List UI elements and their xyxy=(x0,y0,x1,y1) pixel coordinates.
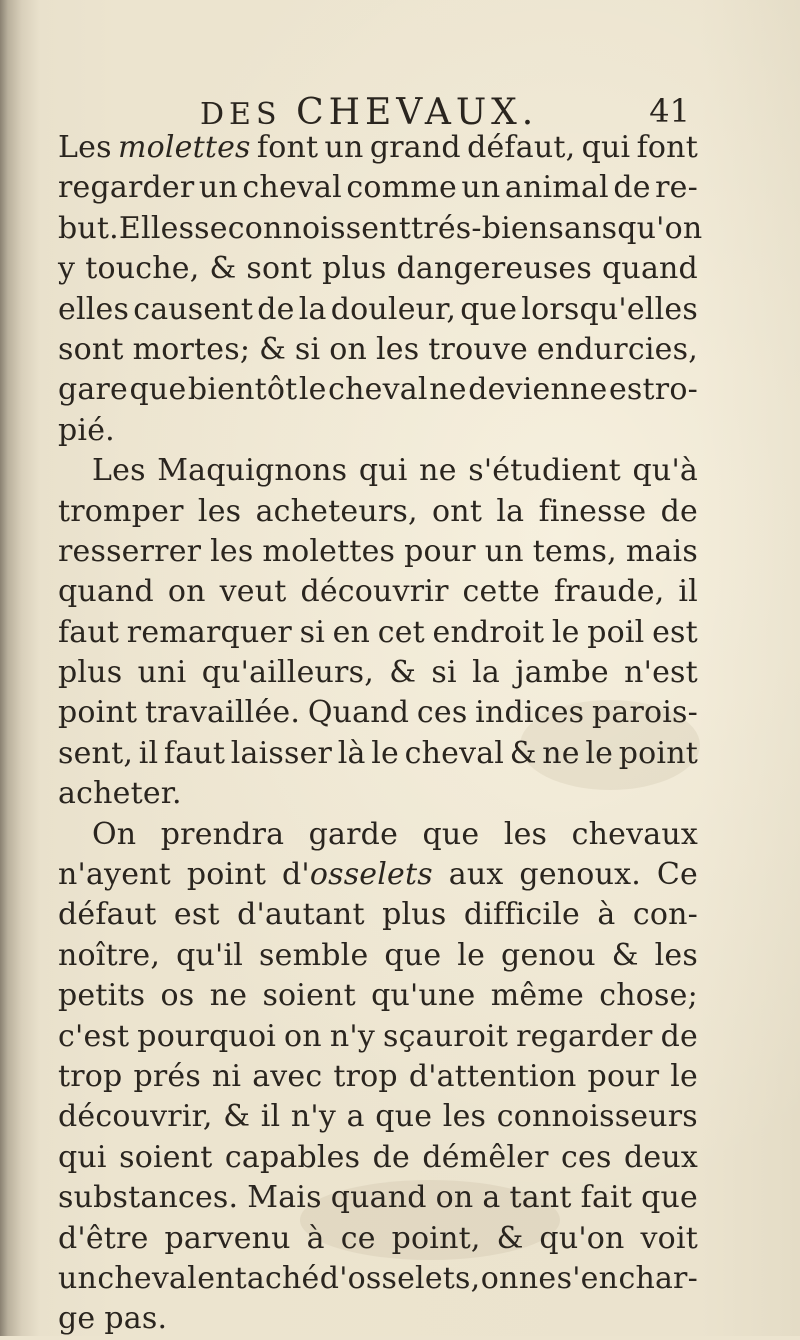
word: se xyxy=(194,210,228,246)
word: le xyxy=(457,937,486,973)
word: ces xyxy=(416,695,468,731)
word: ni xyxy=(211,1058,242,1094)
word: défaut, xyxy=(467,130,576,165)
word: acheter. xyxy=(58,776,182,812)
word: mortes; xyxy=(132,331,251,367)
word: s'étudient xyxy=(468,453,621,489)
word: causent xyxy=(133,291,254,327)
word: indices xyxy=(475,695,585,731)
word: a xyxy=(482,1180,501,1216)
word: même xyxy=(490,978,584,1014)
word: Maquignons xyxy=(157,453,348,489)
running-head-main: CHEVAUX. xyxy=(296,92,539,133)
word: point xyxy=(58,695,138,731)
text-line xyxy=(58,895,698,935)
word: la xyxy=(496,493,525,529)
word: regarder xyxy=(516,1018,653,1054)
text-line xyxy=(58,653,698,693)
word: sont xyxy=(58,331,124,367)
word: sent, xyxy=(58,735,134,771)
word: genoux. xyxy=(519,857,641,893)
word: découvrir xyxy=(300,574,449,610)
text-line xyxy=(58,1178,698,1218)
word: à xyxy=(306,1220,325,1256)
word: regarder xyxy=(58,170,195,206)
word: qu'une xyxy=(371,978,476,1014)
word: il xyxy=(138,735,159,771)
word: ge xyxy=(58,1301,96,1337)
word: pas. xyxy=(104,1301,168,1337)
word: & xyxy=(389,655,417,691)
word: que xyxy=(375,1099,433,1135)
word: point xyxy=(186,857,267,893)
text-line xyxy=(58,693,698,733)
word: finesse xyxy=(538,493,647,529)
word: qu'à xyxy=(632,453,698,489)
word: point xyxy=(618,735,698,771)
word: d'attention xyxy=(408,1058,577,1094)
word: les xyxy=(654,937,698,973)
word: qu'ailleurs, xyxy=(201,655,374,691)
word: un xyxy=(324,130,364,165)
word: un xyxy=(58,1260,98,1296)
word: de xyxy=(257,291,295,327)
text-line xyxy=(58,330,698,370)
word: qu'on xyxy=(539,1220,625,1256)
word: char- xyxy=(618,1260,698,1296)
word: ne xyxy=(419,453,457,489)
body-text xyxy=(58,128,703,1340)
word: le xyxy=(585,735,614,771)
text-line xyxy=(58,451,698,491)
word: Elles xyxy=(118,210,195,246)
text-line xyxy=(58,1299,698,1339)
word: qui xyxy=(58,1139,107,1175)
word: tant xyxy=(509,1180,572,1216)
word: douleur, xyxy=(330,291,457,327)
word: n'y xyxy=(329,1018,375,1054)
word: font xyxy=(256,130,319,165)
word: a xyxy=(346,1099,365,1135)
text-line xyxy=(58,1219,698,1259)
word: le xyxy=(551,614,580,650)
text-line xyxy=(58,1097,698,1137)
word: touche, xyxy=(85,251,200,287)
word: poil xyxy=(587,614,645,650)
word: ces xyxy=(561,1139,612,1175)
word: trop xyxy=(58,1058,123,1094)
word: connoisseurs xyxy=(496,1099,698,1135)
word: remarquer xyxy=(126,614,292,650)
word: con- xyxy=(632,897,698,933)
word: les xyxy=(210,533,254,569)
word: laisser xyxy=(230,735,333,771)
word: cheval xyxy=(242,170,342,206)
word: un xyxy=(484,533,524,569)
word: découvrir, xyxy=(58,1099,213,1135)
word: estro- xyxy=(608,372,698,408)
word: Les xyxy=(58,130,112,165)
word: grand xyxy=(369,130,461,165)
word: ont xyxy=(432,493,483,529)
word: pié. xyxy=(58,412,115,448)
word: ce xyxy=(340,1220,376,1256)
text-line xyxy=(58,976,698,1016)
word: qui xyxy=(581,130,631,165)
word: les xyxy=(375,331,420,367)
word: démêler xyxy=(422,1139,549,1175)
word: on xyxy=(284,1018,322,1054)
text-line xyxy=(58,855,698,895)
word: chose; xyxy=(599,978,698,1014)
word: n'y xyxy=(290,1099,337,1135)
word: il xyxy=(678,574,698,610)
word: capables xyxy=(224,1139,361,1175)
word: uni xyxy=(137,655,187,691)
word: entaché xyxy=(197,1260,320,1296)
word: que xyxy=(641,1180,698,1216)
word: trés-bien xyxy=(411,210,549,246)
word: là xyxy=(337,735,366,771)
word: cheval xyxy=(404,735,505,771)
word: veut xyxy=(219,574,287,610)
word: lorsqu'elles xyxy=(521,291,698,327)
word: les xyxy=(442,1099,487,1135)
word: garde xyxy=(308,816,399,852)
word: quand xyxy=(602,251,698,287)
word: d'autant xyxy=(237,897,365,933)
word: ne xyxy=(518,1260,557,1296)
word: le xyxy=(298,372,327,408)
word: font xyxy=(636,130,698,165)
word: soient xyxy=(262,978,356,1014)
word: ne xyxy=(429,372,467,408)
text-line xyxy=(58,734,698,774)
text-line xyxy=(58,370,698,410)
text-line xyxy=(58,936,698,976)
text-line xyxy=(58,1057,698,1097)
word: Quand xyxy=(307,695,410,731)
word: Mais xyxy=(247,1180,322,1216)
word: Les xyxy=(92,453,146,489)
word: trouve xyxy=(428,331,528,367)
word: & xyxy=(496,1220,524,1256)
text-line xyxy=(58,1259,698,1299)
word: de xyxy=(372,1139,410,1175)
word: cet xyxy=(377,614,425,650)
word: d'osselets xyxy=(282,857,433,893)
word: le xyxy=(371,735,399,771)
word: & xyxy=(509,735,537,771)
word: ne xyxy=(542,735,580,771)
running-head xyxy=(200,92,538,133)
word: de xyxy=(660,1018,698,1054)
word: un xyxy=(198,170,238,206)
word: & xyxy=(209,251,237,287)
word: il xyxy=(260,1099,281,1135)
text-line xyxy=(58,411,698,451)
word: faut xyxy=(163,735,226,771)
text-line xyxy=(58,774,698,814)
word: que xyxy=(129,372,187,408)
word: substances. xyxy=(58,1180,239,1216)
word: que xyxy=(460,291,518,327)
word: bientôt xyxy=(187,372,298,408)
word: difficile xyxy=(463,897,580,933)
word: qu'il xyxy=(176,937,244,973)
word: cheval xyxy=(328,372,428,408)
word: & xyxy=(223,1099,251,1135)
word: de xyxy=(660,493,698,529)
word: noître, xyxy=(58,937,161,973)
word: que xyxy=(384,937,442,973)
word: qu'on xyxy=(617,210,703,246)
text-line xyxy=(58,209,703,249)
word: resserrer xyxy=(58,533,202,569)
text-line xyxy=(58,815,698,855)
word: prendra xyxy=(160,816,285,852)
word: sçauroit xyxy=(383,1018,509,1054)
text-line xyxy=(58,492,698,532)
word: connoissent xyxy=(227,210,412,246)
text-line xyxy=(58,128,698,168)
word: devienne xyxy=(468,372,608,408)
word: à xyxy=(597,897,616,933)
word: travaillée. xyxy=(144,695,301,731)
word: soient xyxy=(119,1139,213,1175)
text-line xyxy=(58,613,698,653)
word: animal xyxy=(504,170,609,206)
word: genou xyxy=(501,937,596,973)
word: deux xyxy=(623,1139,698,1175)
word: pour xyxy=(587,1058,660,1094)
word: plus xyxy=(58,655,123,691)
word: cette xyxy=(462,574,540,610)
word: la xyxy=(472,655,500,691)
word: trop xyxy=(333,1058,398,1094)
word: d'osselets, xyxy=(319,1260,481,1296)
word: comme xyxy=(346,170,457,206)
word: os xyxy=(160,978,195,1014)
text-line xyxy=(58,249,698,289)
word: avec xyxy=(252,1058,323,1094)
word: semble xyxy=(259,937,369,973)
word: elles xyxy=(58,291,130,327)
word: on xyxy=(435,1180,474,1216)
word: re- xyxy=(655,170,698,206)
text-line xyxy=(58,1017,698,1057)
text-line xyxy=(58,290,698,330)
word: plus xyxy=(322,251,387,287)
word: fraude, xyxy=(553,574,665,610)
word: prés xyxy=(133,1058,201,1094)
word: & xyxy=(611,937,639,973)
word: & xyxy=(259,331,286,367)
running-head-prefix: DES xyxy=(200,97,282,132)
word: on xyxy=(329,331,368,367)
word: défaut xyxy=(58,897,157,933)
word: tromper xyxy=(58,493,184,529)
word: molettes xyxy=(262,533,396,569)
word: point, xyxy=(391,1220,481,1256)
word: mais xyxy=(625,533,698,569)
word: endroit xyxy=(432,614,545,650)
word: de xyxy=(613,170,651,206)
text-line xyxy=(58,532,698,572)
word: si xyxy=(294,331,321,367)
word: qui xyxy=(358,453,408,489)
word: Ce xyxy=(656,857,698,893)
word: voit xyxy=(640,1220,698,1256)
word: pourquoi xyxy=(137,1018,277,1054)
text-line xyxy=(58,572,698,612)
word: que xyxy=(422,816,480,852)
word: si xyxy=(299,614,325,650)
word: faut xyxy=(58,614,120,650)
word: un xyxy=(461,170,501,206)
word: plus xyxy=(382,897,447,933)
word: tems, xyxy=(532,533,617,569)
word: sont xyxy=(246,251,313,287)
word: parois- xyxy=(591,695,698,731)
word: acheteurs, xyxy=(255,493,418,529)
word: y xyxy=(58,251,76,287)
word: jambe xyxy=(515,655,609,691)
word: but. xyxy=(58,210,119,246)
word: on xyxy=(167,574,206,610)
word: quand xyxy=(58,574,154,610)
word: On xyxy=(92,816,137,852)
word: s'en xyxy=(556,1260,619,1296)
word: c'est xyxy=(58,1018,130,1054)
word: fait xyxy=(580,1180,633,1216)
word: parvenu xyxy=(164,1220,291,1256)
word: est xyxy=(173,897,220,933)
word: si xyxy=(431,655,457,691)
word: est xyxy=(652,614,698,650)
word: molettes xyxy=(117,130,251,165)
word: gare xyxy=(58,372,128,408)
word: cheval xyxy=(97,1260,197,1296)
word: sans xyxy=(548,210,618,246)
word: la xyxy=(298,291,327,327)
text-line xyxy=(58,168,698,208)
word: petits xyxy=(58,978,146,1014)
word: en xyxy=(332,614,371,650)
word: n'est xyxy=(624,655,698,691)
word: ne xyxy=(209,978,248,1014)
word: chevaux xyxy=(571,816,698,852)
word: dangereuses xyxy=(396,251,592,287)
word: n'ayent xyxy=(58,857,171,893)
word: endurcies, xyxy=(536,331,698,367)
word: les xyxy=(197,493,242,529)
word: on xyxy=(480,1260,519,1296)
word: d'être xyxy=(58,1220,149,1256)
word: le xyxy=(670,1058,698,1094)
word: les xyxy=(503,816,548,852)
word: quand xyxy=(330,1180,427,1216)
word: pour xyxy=(404,533,476,569)
page-number: 41 xyxy=(649,92,690,130)
text-line xyxy=(58,1138,698,1178)
word: aux xyxy=(448,857,504,893)
